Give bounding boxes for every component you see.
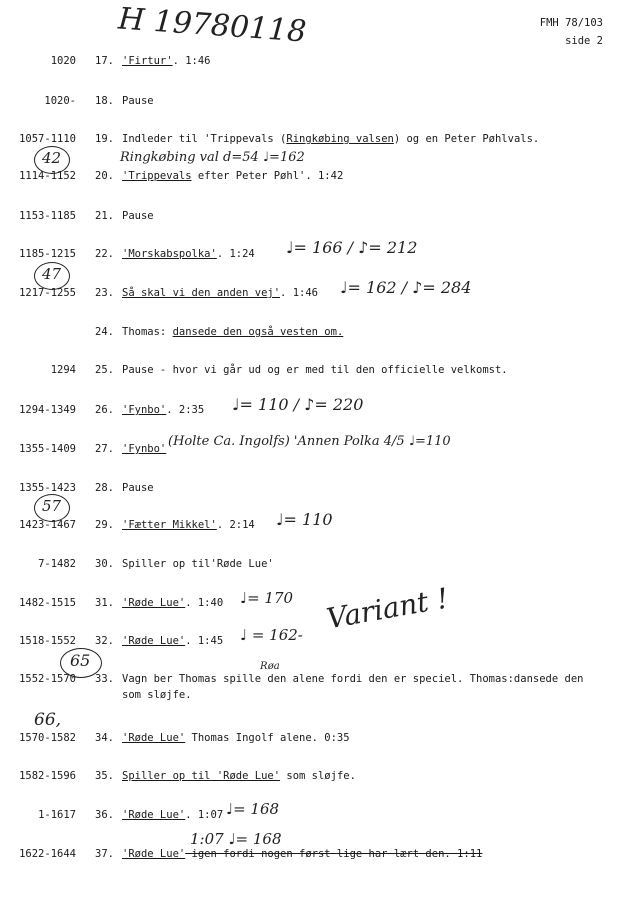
counter: 1582-1596 (19, 770, 76, 782)
entry-17 (0, 53, 637, 69)
entry-36 (0, 807, 637, 823)
entry-32 (0, 633, 637, 649)
entry-text: 'Røde Lue' Thomas Ingolf alene. 0:35 (122, 732, 350, 744)
handwritten-note-20: Ringkøbing val d=54 ♩=162 (120, 150, 305, 165)
counter: 1153-1185 (19, 210, 76, 222)
counter: 1020 (50, 55, 76, 67)
counter: 1217-1255 (19, 287, 76, 299)
counter: 1423-1467 (19, 519, 76, 531)
entry-number: 25. (95, 364, 114, 376)
entry-number: 35. (95, 770, 114, 782)
entry-number: 24. (95, 326, 114, 338)
entry-text: Spiller op til 'Røde Lue' som sløjfe. (122, 770, 356, 782)
entry-number: 21. (95, 210, 114, 222)
entry-text: 'Røde Lue' igen fordi nogen først lige har lært den. 1:11 (122, 848, 483, 860)
entry-21 (0, 208, 637, 224)
entry-text: 'Fynbo' (122, 443, 167, 455)
counter: 1355-1423 (19, 482, 76, 494)
entry-number: 30. (95, 558, 114, 570)
counter: 1552-1570 (19, 673, 76, 685)
counter: 1114-1152 (19, 170, 76, 182)
entry-31 (0, 595, 637, 611)
entry-number: 37. (95, 848, 114, 860)
counter: 1020- (44, 95, 76, 107)
counter: 1355-1409 (19, 443, 76, 455)
entry-number: 27. (95, 443, 114, 455)
entry-number: 33. (95, 673, 114, 685)
entry-text: 'Fynbo'. 2:35 (122, 404, 205, 416)
entry-number: 22. (95, 248, 114, 260)
counter: 1057-1110 (19, 133, 76, 145)
entry-35 (0, 768, 637, 784)
circled-number-text: 42 (42, 149, 62, 167)
entry-text: 'Fætter Mikkel'. 2:14 (122, 519, 255, 531)
entry-text: Pause (122, 482, 154, 494)
handwritten-archive-id: H 19780118 (117, 1, 308, 50)
handwritten-note-23: ♩= 162 / ♪= 284 (340, 278, 472, 297)
entry-text: Indleder til 'Trippevals (Ringkøbing valsen) og en Peter Pøhlvals. (122, 133, 540, 145)
entry-text: 'Røde Lue'. 1:45 (122, 635, 224, 647)
entry-28 (0, 480, 637, 496)
entry-text: Spiller op til'Røde Lue' (122, 558, 274, 570)
entry-text: 'Morskabspolka'. 1:24 (122, 248, 255, 260)
counter: 1518-1552 (19, 635, 76, 647)
handwritten-note-26: ♩= 110 / ♪= 220 (232, 395, 364, 414)
entry-25 (0, 362, 637, 378)
handwritten-note-27: (Holte Ca. Ingolfs) 'Annen Polka 4/5 ♩=110 (168, 434, 451, 449)
handwritten-note-29: ♩= 110 (276, 510, 333, 529)
entry-text: 'Trippevals efter Peter Pøhl'. 1:42 (122, 170, 344, 182)
page-number: side 2 (565, 35, 603, 47)
entry-number: 31. (95, 597, 114, 609)
entry-number: 36. (95, 809, 114, 821)
entry-24 (0, 324, 637, 340)
counter: 7-1482 (38, 558, 76, 570)
document-header (540, 14, 603, 50)
handwritten-note-31: ♩= 170 (240, 589, 294, 607)
entry-number: 34. (95, 732, 114, 744)
entry-text: 'Røde Lue'. 1:07 (122, 809, 224, 821)
circled-number-text: 57 (42, 497, 62, 515)
entry-text: Pause (122, 210, 154, 222)
circled-number-text: 65 (70, 651, 91, 670)
entry-30 (0, 556, 637, 572)
entry-text: Thomas: dansede den også vesten om. (122, 326, 344, 338)
entry-number: 26. (95, 404, 114, 416)
handwritten-number: 66, (34, 710, 62, 730)
counter: 1622-1644 (19, 848, 76, 860)
entry-text: Vagn ber Thomas spille den alene fordi den er speciel. Thomas:dansede den som sløjfe. (122, 673, 584, 701)
handwritten-note-22: ♩= 166 / ♪= 212 (286, 238, 418, 257)
entry-20 (0, 168, 637, 184)
entry-number: 17. (95, 55, 114, 67)
counter: 1482-1515 (19, 597, 76, 609)
handwritten-note-37: 1:07 ♩= 168 (190, 830, 282, 848)
entry-text: Så skal vi den anden vej'. 1:46 (122, 287, 318, 299)
handwritten-variant: Variant ! (324, 581, 451, 636)
entry-number: 23. (95, 287, 114, 299)
entry-23 (0, 285, 637, 301)
circled-number-text: 47 (42, 265, 62, 283)
handwritten-note-32: ♩ = 162- (240, 626, 303, 644)
entry-number: 19. (95, 133, 114, 145)
entry-18 (0, 93, 637, 109)
entry-37 (0, 846, 637, 862)
entry-33 (0, 671, 637, 705)
counter: 1294-1349 (19, 404, 76, 416)
entry-text: 'Røde Lue'. 1:40 (122, 597, 224, 609)
counter: 1294 (50, 364, 76, 376)
counter: 1-1617 (38, 809, 76, 821)
entry-text: Pause - hvor vi går ud og er med til den officielle velkomst. (122, 364, 508, 376)
entry-text: Pause (122, 95, 154, 107)
handwritten-note-36: ♩= 168 (226, 800, 280, 818)
entry-number: 20. (95, 170, 114, 182)
entry-number: 29. (95, 519, 114, 531)
entry-number: 32. (95, 635, 114, 647)
entry-number: 18. (95, 95, 114, 107)
entry-text: 'Firtur'. 1:46 (122, 55, 211, 67)
entry-number: 28. (95, 482, 114, 494)
handwritten-note-33: Røa (260, 661, 280, 672)
counter: 1570-1582 (19, 732, 76, 744)
entry-19 (0, 131, 637, 147)
entry-34 (0, 730, 637, 746)
doc-id: FMH 78/103 (539, 17, 603, 29)
counter: 1185-1215 (19, 248, 76, 260)
